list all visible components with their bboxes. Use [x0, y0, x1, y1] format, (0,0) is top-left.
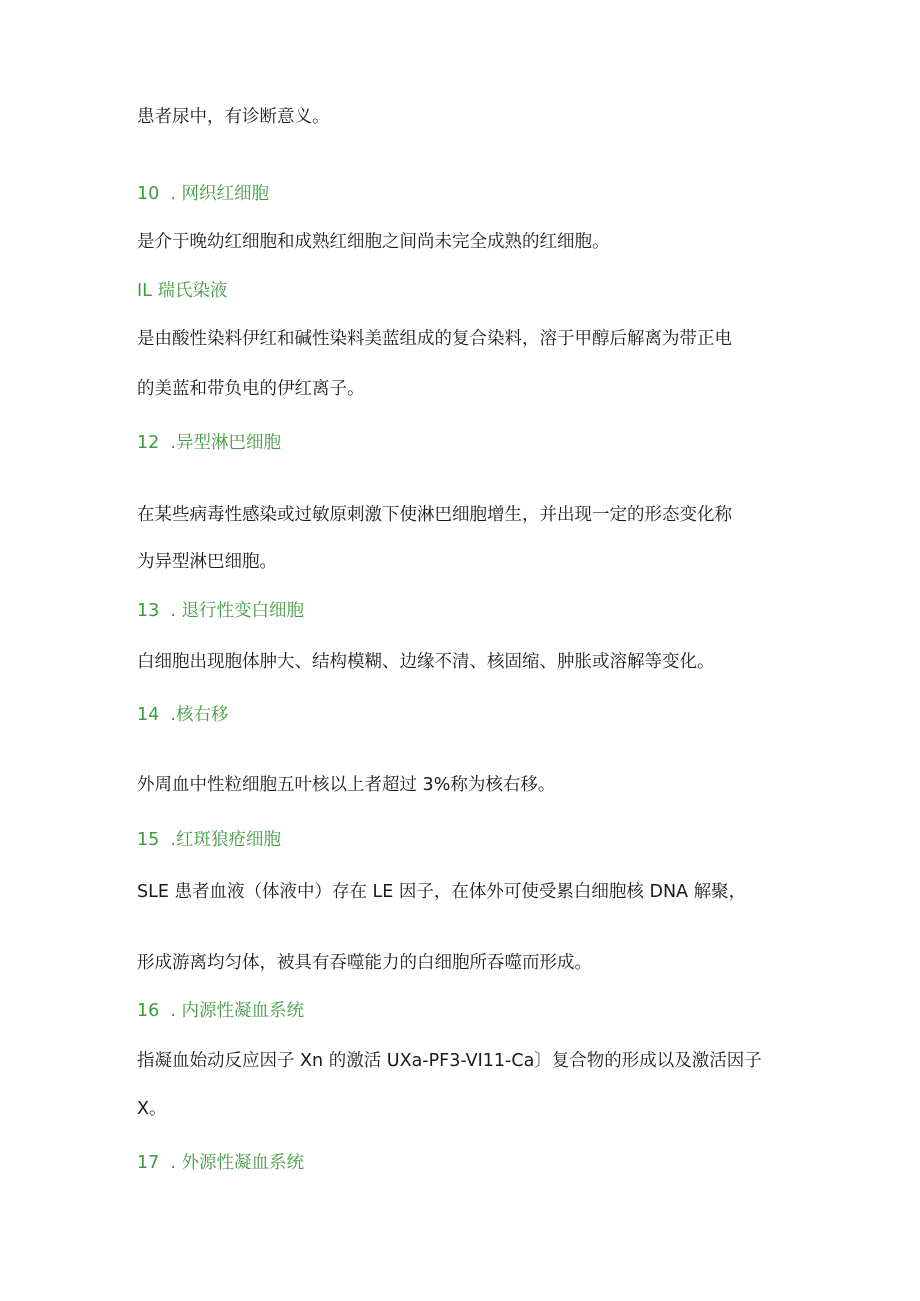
body-text: 在某些病毒性感染或过敏原刺激下使淋巴细胞增生，并出现一定的形态变化称 — [137, 505, 732, 525]
body-text: 是由酸性染料伊红和碱性染料美蓝组成的复合染料，溶于甲醇后解离为带正电 — [137, 329, 732, 349]
section-heading-13: 13 . 退行性变白细胞 — [137, 601, 305, 621]
section-heading-12: 12 .异型淋巴细胞 — [137, 433, 281, 453]
section-heading-16: 16 . 内源性凝血系统 — [137, 1001, 305, 1021]
section-heading-17: 17 . 外源性凝血系统 — [137, 1153, 305, 1173]
body-text: 白细胞出现胞体肿大、结构模糊、边缘不清、核固缩、肿胀或溶解等变化。 — [137, 652, 715, 672]
body-text: 患者尿中，有诊断意义。 — [137, 107, 330, 127]
body-text: 是介于晚幼红细胞和成熟红细胞之间尚未完全成熟的红细胞。 — [137, 232, 610, 252]
body-text: 的美蓝和带负电的伊红离子。 — [137, 379, 365, 399]
section-heading-10: 10 . 网织红细胞 — [137, 184, 270, 204]
section-heading-15: 15 .红斑狼疮细胞 — [137, 830, 281, 850]
body-text: 指凝血始动反应因子 Xn 的激活 UXa-PF3-VI11-Ca〕复合物的形成以及激活因子 — [137, 1051, 762, 1071]
section-heading-11: IL 瑞氏染液 — [137, 281, 228, 301]
body-text: 形成游离均匀体，被具有吞噬能力的白细胞所吞噬而形成。 — [137, 953, 592, 973]
body-text: SLE 患者血液（体液中）存在 LE 因子，在体外可使受累白细胞核 DNA 解聚， — [137, 882, 747, 902]
body-text: X。 — [137, 1099, 167, 1119]
body-text: 为异型淋巴细胞。 — [137, 552, 277, 572]
body-text: 外周血中性粒细胞五叶核以上者超过 3%称为核右移。 — [137, 775, 556, 795]
section-heading-14: 14 .核右移 — [137, 705, 229, 725]
